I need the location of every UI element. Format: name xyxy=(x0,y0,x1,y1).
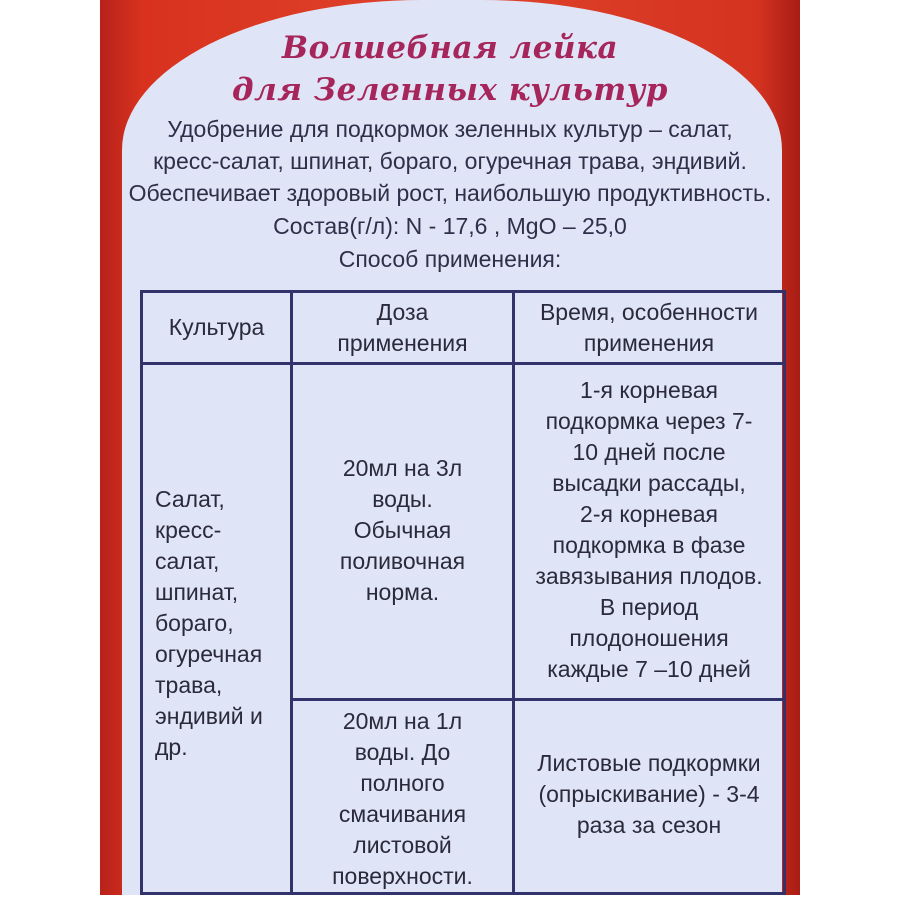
row-divider xyxy=(290,698,783,701)
usage-heading: Способ применения: xyxy=(338,246,562,272)
composition-line: Состав(г/л): N - 17,6 , MgO – 25,0 xyxy=(273,213,627,239)
culture-list: Салат, кресс- салат, шпинат, бораго, огуречная трава, эндивий и др. xyxy=(155,486,263,760)
description-line: кресс-салат, шпинат, бораго, огуречная трава, эндивий. xyxy=(153,148,747,174)
header-dose: Доза применения xyxy=(337,298,468,356)
dose-root-feeding: 20мл на 3л воды. Обычная поливочная норма. xyxy=(339,455,466,605)
header-culture: Культура xyxy=(168,314,265,340)
description-line: Обеспечивает здоровый рост, наибольшую продуктивность. xyxy=(128,180,772,206)
usage-table xyxy=(140,290,786,895)
header-timing: Время, особенности применения xyxy=(539,298,759,356)
timing-foliar-feeding: Листовые подкормки (опрыскивание) - 3-4 раза за сезон xyxy=(537,750,761,838)
product-title-line1: Волшебная лейка xyxy=(281,30,619,66)
timing-root-feeding: 1-я корневая подкормка через 7- 10 дней после высадки рассады, 2-я корневая подкормка в фазе завязывания плодов. В период плодоношения каждые 7 –10 дней xyxy=(535,377,763,682)
dose-foliar-feeding: 20мл на 1л воды. До полного смачивания листовой поверхности. xyxy=(332,708,473,889)
header-divider xyxy=(143,362,783,365)
description-line: Удобрение для подкормок зеленных культур – салат, xyxy=(167,116,733,142)
product-title-line2: для Зеленных культур xyxy=(232,72,668,108)
